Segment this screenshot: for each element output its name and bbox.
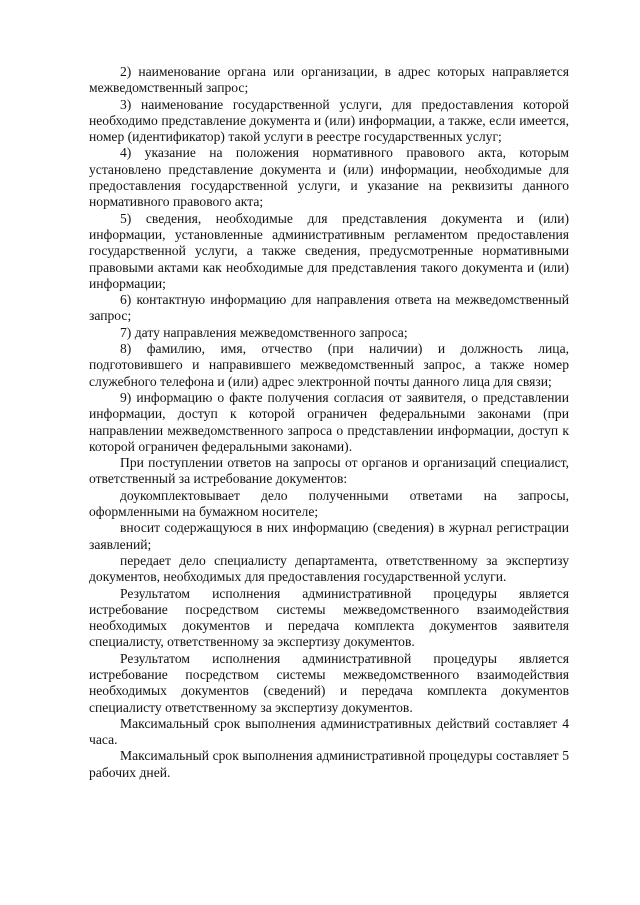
result-paragraph-1: Результатом исполнения административной процедуры является истребование посредством системы межведомственного взаимодействия необходимых документов и передача комплекта документов заявителя специалисту, ответственному за экспертизу документов.	[89, 585, 569, 650]
item-7-paragraph: 7) дату направления межведомственного запроса;	[120, 324, 408, 340]
max-time-procedure-paragraph: Максимальный срок выполнения административной процедуры составляет 5 рабочих дней.	[89, 748, 569, 780]
item-2-paragraph: 2) наименование органа или организации, в адрес которых направляется межведомственный запрос;	[89, 64, 569, 96]
max-time-actions-paragraph: Максимальный срок выполнения административных действий составляет 4 часа.	[89, 715, 569, 748]
completes-file-paragraph: доукомплектовывает дело полученными ответами на запросы, оформленными на бумажном носителе;	[89, 487, 569, 520]
item-6-paragraph: 6) контактную информацию для направления ответа на межведомственный запрос;	[89, 292, 569, 324]
item-8-paragraph: 8) фамилию, имя, отчество (при наличии) и должность лица, подготовившего и направившего межведомственный запрос, а также номер служебного телефона и (или) адрес электронной почты данного лица для связи;	[89, 341, 569, 389]
result-paragraph-2: Результатом исполнения административной процедуры является истребование посредством системы межведомственного взаимодействия необходимых документов (сведений) и передача комплекта документов специалисту ответственному за экспертизу документов.	[89, 650, 569, 715]
item-3-paragraph: 3) наименование государственной услуги, для предоставления которой необходимо представление документа и (или) информации, а также, если имеется, номер (идентификатор) такой услуги в реестре государственных услуг;	[89, 96, 569, 145]
document-page	[89, 64, 569, 781]
item-9-paragraph: 9) информацию о факте получения согласия от заявителя, о представлении информации, доступ к которой ограничен федеральными законами (при направлении межведомственного запроса о представлении информации, доступ к которой ограничен федеральными законами).	[89, 389, 569, 454]
responses-intro-paragraph: При поступлении ответов на запросы от органов и организаций специалист, ответственный за истребование документов:	[89, 455, 569, 487]
item-4-paragraph: 4) указание на положения нормативного правового акта, которым установлено представление документа и (или) информации, необходимые для предоставления государственной услуги, и указание на реквизиты данного нормативного правового акта;	[89, 145, 569, 210]
enters-info-paragraph: вносит содержащуюся в них информацию (сведения) в журнал регистрации заявлений;	[89, 520, 569, 552]
item-5-paragraph: 5) сведения, необходимые для представления документа и (или) информации, установленные административным регламентом предоставления государственной услуги, а также сведения, предусмотренные нормативными правовыми актами как необходимые для представления такого документа и (или) информации;	[89, 210, 569, 291]
transfers-file-paragraph: передает дело специалисту департамента, ответственному за экспертизу документов, необходимых для предоставления государственной услуги.	[89, 552, 569, 585]
